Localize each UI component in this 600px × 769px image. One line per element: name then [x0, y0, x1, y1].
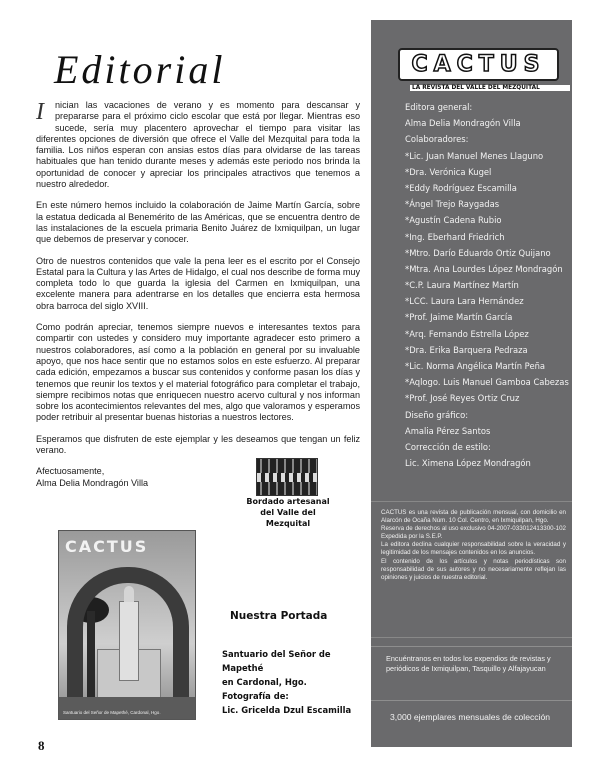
editorial-article: [36, 100, 360, 489]
staff-entry: *Ing. Eberhard Friedrich: [405, 231, 505, 242]
cover-description-line: Fotografía de:: [222, 691, 289, 701]
editorial-paragraph-2: En este número hemos incluido la colaboración de Jaime Martín García, sobre la estatua dedicada al Benemérito de las Américas, que se encuentra dentro de las instalaciones de la escuela primaria Benito Juárez de Ixmiquilpan, un lugar que debemos de preservar y conocer.: [36, 200, 360, 245]
cactus-logo: [398, 48, 559, 81]
staff-entry: *LCC. Laura Lara Hernández: [405, 296, 524, 307]
drop-cap: I: [36, 99, 44, 125]
staff-entry: *Arq. Fernando Estrella López: [405, 328, 529, 339]
divider: [371, 646, 572, 647]
legal-paragraph: Reserva de derechos al uso exclusivo 04-2007-033012413300-102 Expedida por la S.E.P.: [381, 525, 566, 541]
editorial-title: Editorial: [54, 47, 226, 92]
cover-description-line: en Cardonal, Hgo.: [222, 677, 307, 687]
staff-entry: *Lic. Norma Angélica Martín Peña: [405, 361, 546, 371]
cover-photo-caption: Santuario del Señor de Mapethé, Cardonal, Hgo.: [63, 710, 161, 715]
cover-description-line: Santuario del Señor de Mapethé: [222, 649, 331, 673]
magazine-tagline: LA REVISTA DEL VALLE DEL MEZQUITAL: [410, 85, 570, 91]
staff-entry: Alma Delia Mondragón Villa: [405, 118, 521, 129]
embroidery-image: [256, 458, 318, 496]
signature-name: Alma Delia Mondragón Villa: [36, 477, 149, 488]
cover-description: [222, 647, 362, 717]
staff-entry: Corrección de estilo:: [405, 441, 491, 452]
staff-list: [405, 99, 570, 471]
staff-entry: Diseño gráfico:: [405, 409, 469, 420]
cover-description-line: Lic. Gricelda Dzul Escamilla: [222, 705, 352, 715]
staff-entry: *C.P. Laura Martínez Martín: [405, 280, 519, 291]
logo-text: CACTUS: [411, 52, 546, 77]
staff-entry: *Aqlogo. Luis Manuel Gamboa Cabezas: [405, 377, 569, 388]
legal-paragraph: La editora declina cualquier responsabilidad sobre la veracidad y legitimidad de los mensajes contenidos en los anuncios.: [381, 541, 566, 557]
staff-entry: Editora general:: [405, 102, 473, 112]
staff-entry: *Prof. Jaime Martín García: [405, 312, 513, 323]
cover-masthead: CACTUS: [65, 537, 149, 556]
divider: [371, 700, 572, 701]
legal-notice: [381, 509, 566, 582]
circulation-note: 3,000 ejemplares mensuales de colección: [390, 712, 551, 722]
stone-arch: [67, 567, 189, 713]
embroidery-caption-line: del Valle del Mezquital: [260, 508, 316, 528]
cover-ground: [59, 697, 195, 719]
editorial-paragraph-3: Otro de nuestros contenidos que vale la pena leer es el escrito por el Consejo Estatal para la Cultura y las Artes de Hidalgo, el cual nos describe de forma muy completa todo lo que guarda la iglesia del Carmen en Ixmiquilpan, una excelente manera para adentrarse en los detalles que encierra esta hermosa obra barroca del siglo XVIII.: [36, 255, 360, 311]
legal-paragraph: CACTUS es una revista de publicación mensual, con domicilio en Alarcón de Ocaña Núm. 10 Col. Centro, en Ixmiquilpan, Hgo.: [381, 509, 566, 525]
staff-entry: *Mtro. Darío Eduardo Ortiz Quijano: [405, 247, 551, 258]
embroidery-caption-line: Bordado artesanal: [246, 497, 330, 506]
staff-entry: Lic. Ximena López Mondragón: [405, 458, 531, 469]
staff-entry: *Eddy Rodríguez Escamilla: [405, 182, 517, 193]
staff-entry: *Prof. José Reyes Ortiz Cruz: [405, 393, 520, 404]
closing-text: Afectuosamente,: [36, 466, 105, 477]
availability-note: Encuéntranos en todos los expendios de revistas y periódicos de Ixmiquilpan, Tasquillo y Alfajayucan: [386, 654, 551, 673]
staff-entry: *Dra. Verónica Kugel: [405, 166, 492, 177]
editorial-paragraph-5: Esperamos que disfruten de este ejemplar y les deseamos que tengan un feliz verano.: [36, 433, 360, 456]
staff-entry: *Agustín Cadena Rubio: [405, 215, 502, 226]
cover-thumbnail: [58, 530, 196, 720]
editorial-paragraph-1: [36, 100, 360, 190]
editorial-paragraph-4: Como podrán apreciar, tenemos siempre nuevos e interesantes textos para compartir con ustedes y considero muy importante agradecer esto primero a nuestros colaboradores, así como a la población en general por su invaluable apoyo, que nos hace sentir que no estamos solos en este esfuerzo. Al preparar cada edición, empezamos a buscar sus contenidos y conforme pasan los días y tenemos que reunir los textos y el material fotográfico para completar el trabajo, siempre recibimos notas que enriquecen nuestro acervo cultural y nos informan sobre los acontecimientos relevantes del mes, algo que valoramos y esperamos poder retribuir al presentar buenas historias a nuestros lectores.: [36, 322, 360, 423]
staff-entry: Amalia Pérez Santos: [405, 425, 491, 436]
embroidery-caption: [240, 496, 336, 529]
staff-entry: Colaboradores:: [405, 134, 469, 145]
legal-paragraph: El contenido de los artículos y notas periodísticas son responsabilidad de sus autores y no necesariamente reflejan las opiniones y juicios de nuestra editorial.: [381, 557, 566, 581]
page-number: 8: [38, 738, 45, 753]
staff-entry: *Dra. Erika Barquera Pedraza: [405, 344, 528, 355]
cover-section-heading: Nuestra Portada: [230, 610, 328, 622]
staff-entry: *Mtra. Ana Lourdes López Mondragón: [405, 263, 563, 274]
staff-entry: *Ángel Trejo Raygadas: [405, 199, 500, 210]
paragraph-text: nician las vacaciones de verano y es momento para descansar y prepararse para el próximo ciclo escolar que está por llegar. Mientras eso sucede, sería muy placentero aprovechar el tiempo para visitar las diferentes opciones de diversión que ofrece el Valle del Mezquital para toda la familia. Los niños esperan con ansias estos días para olvidarse de las tareas habituales que han tenido durante meses y además este periodo nos brinda la oportunidad de conocer y apreciar los principales atractivos que tenemos a nuestro alrededor.: [36, 100, 360, 190]
staff-entry: *Lic. Juan Manuel Menes Llaguno: [405, 150, 544, 161]
